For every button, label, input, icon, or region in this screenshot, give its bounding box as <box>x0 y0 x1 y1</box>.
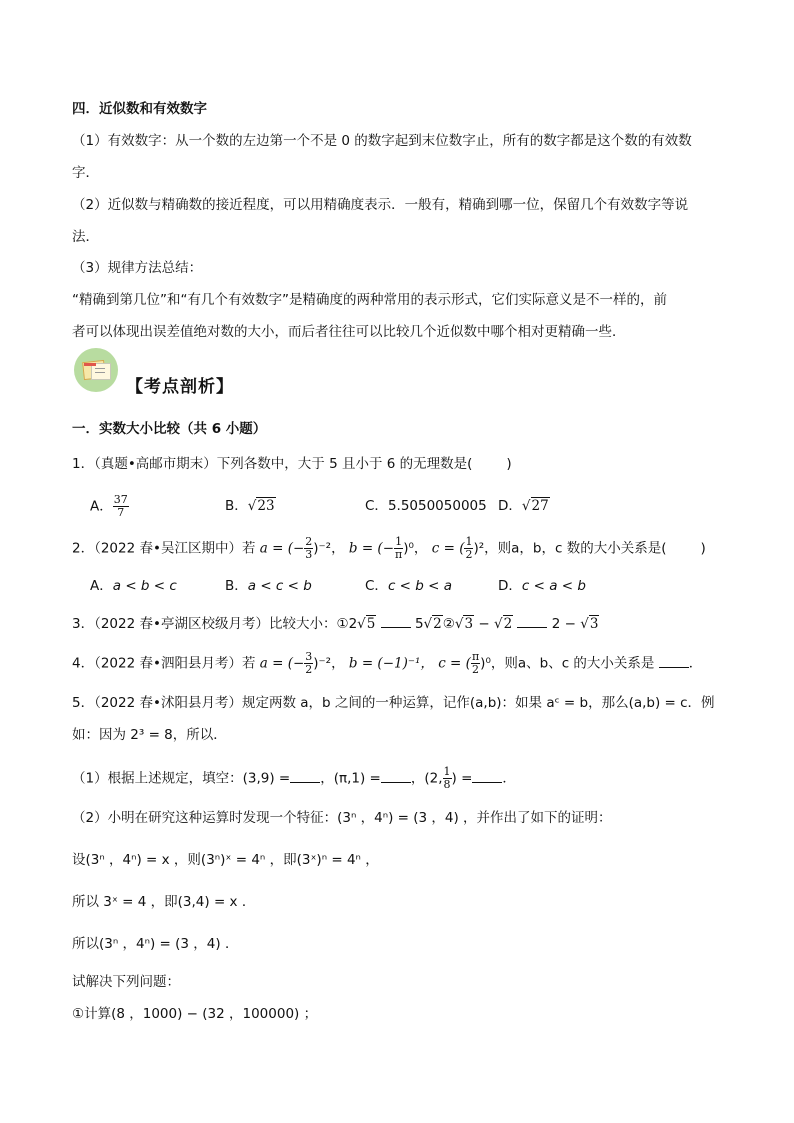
section-title: 【考点剖析】 <box>126 377 234 397</box>
answer-blank <box>381 768 411 783</box>
question-4: 4．（2022 春•泗阳县月考）若 a = (− $\frac{3}{2}$ )⁻²， b = (−1)⁻¹， c = ( $\frac{\pi}{2}$ )⁰，则a、b、c 的大小关系是 ． <box>72 650 703 676</box>
paragraph-line: （1）有效数字：从一个数的左边第一个不是 0 的数字起到末位数字止，所有的数字都是这个数的有效数 <box>72 133 692 149</box>
question-5-line: （2）小明在研究这种运算时发现一个特征：(3ⁿ ，4ⁿ) = (3 ，4) ，并作出了如下的证明： <box>72 810 612 826</box>
question-5-fill: （1）根据上述规定，填空：(3,9) = ，(π,1) = ，(2, $\frac{1}{8}$ ) = ． <box>72 765 516 791</box>
q2-option-c: C．c < b < a <box>365 578 452 594</box>
answer-blank <box>472 768 502 783</box>
q1-option-d: D．√27 <box>498 498 549 514</box>
question-5-line: 如：因为 2³ = 8，所以． <box>72 727 227 743</box>
answer-blank <box>290 768 320 783</box>
question-3: 3．（2022 春•亭湖区校级月考）比较大小：①2√5 5√2②√3 − √2 2 − √3 <box>72 613 599 634</box>
q2-option-d: D．c < a < b <box>498 578 586 594</box>
q2-option-a: A．a < b < c <box>90 578 177 594</box>
answer-blank <box>517 613 547 628</box>
q1-close: ) <box>506 456 512 472</box>
question-5-line: 所以(3ⁿ ，4ⁿ) = (3 ，4) ． <box>72 936 239 952</box>
question-1 <box>72 454 512 474</box>
answer-blank <box>659 653 689 668</box>
q1-option-c: C．5.5050050005 <box>365 498 487 514</box>
paragraph-line: （3）规律方法总结： <box>72 260 203 276</box>
question-5-line: ①计算(8 ，1000) − (32 ，100000) ； <box>72 1006 318 1022</box>
question-5-line: 所以 3ˣ = 4 ，即(3,4) = x ． <box>72 894 256 910</box>
question-5-line: 试解决下列问题： <box>72 974 180 990</box>
document-icon <box>74 348 118 392</box>
q1-option-b: B．√23 <box>225 498 275 514</box>
question-5-line: 5．（2022 春•沭阳县月考）规定两数 a，b 之间的一种运算，记作(a,b)：如果 aᶜ = b，那么(a,b) = c．例 <box>72 695 715 711</box>
paragraph-line: 法． <box>72 229 99 245</box>
paragraph-line: 字． <box>72 165 99 181</box>
part-heading: 一．实数大小比较（共 6 小题） <box>72 421 267 437</box>
q1-stem: 1．（真题•高邮市期末）下列各数中，大于 5 且小于 6 的无理数是( <box>72 456 473 472</box>
answer-blank <box>381 613 411 628</box>
q1-option-a: A． $\frac{37}{7}$ <box>90 493 128 519</box>
q2-option-b: B．a < c < b <box>225 578 312 594</box>
paragraph-line: 者可以体现出误差值绝对数的大小，而后者往往可以比较几个近似数中哪个相对更精确一些． <box>72 324 626 340</box>
paragraph-line: （2）近似数与精确数的接近程度，可以用精确度表示．一般有，精确到哪一位，保留几个有效数字等说 <box>72 197 689 213</box>
paragraph-line: “精确到第几位”和“有几个有效数字”是精确度的两种常用的表示形式，它们实际意义是不一样的，前 <box>72 292 667 308</box>
question-2: 2．（2022 春•吴江区期中）若 a = (− $\frac{2}{3}$ )⁻²， b = (− $\frac{1}{\pi}$ )⁰， c = ( $\frac{1}{2}$ )²，则a，b，c 数的大小关系是( ) <box>72 535 706 561</box>
question-5-line: 设(3ⁿ ，4ⁿ) = x ，则(3ⁿ)ˣ = 4ⁿ ，即(3ˣ)ⁿ = 4ⁿ ， <box>72 852 379 868</box>
section-heading: 四．近似数和有效数字 <box>72 101 207 117</box>
